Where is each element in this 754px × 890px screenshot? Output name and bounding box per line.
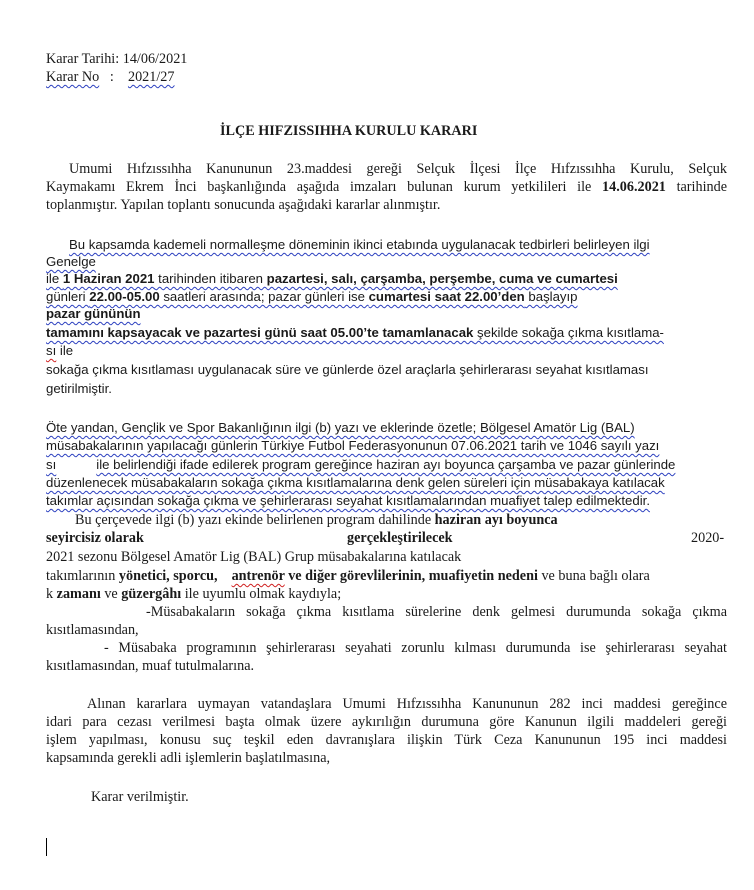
p4-l5-c: ve — [100, 586, 122, 602]
p2-l7-b: ile — [56, 343, 74, 358]
p4-l1-a: Bu çerçevede ilgi (b) yazı ekinde belirlenen program dahilinde — [75, 512, 435, 528]
p4-l2-b: gerçekleştirilecek — [347, 530, 453, 546]
p4-line-2b — [347, 530, 453, 547]
p4-bullet-1-line-2: kısıtlamasından, — [46, 622, 139, 638]
p2-line-6 — [46, 324, 664, 341]
page-title: İLÇE HIFZISSIHHA KURULU KARARI — [220, 123, 478, 139]
p4-bullet-1-line-1: -Müsabakaların sokağa çıkma kısıtlama sürelerine denk gelmesi durumunda sokağa çıkma — [146, 604, 727, 620]
meeting-date: 14.06.2021 — [602, 179, 666, 195]
p2-line-8: sokağa çıkma kısıtlaması uygulanacak süre ve günlerde özel araçlarla şehirlerarası seyahat kısıtlaması — [46, 362, 649, 377]
p4-line-3: 2021 sezonu Bölgesel Amatör Lig (BAL) Grup müsabakalarına katılacak — [46, 549, 462, 565]
p4-l5-a: k — [46, 586, 57, 602]
p2-l4-b: 22.00-05.00 — [89, 289, 160, 304]
p4-l5-b: zamanı — [56, 586, 101, 602]
decision-number-separator: : — [99, 69, 128, 85]
p5-line-3: işlem yapılması, konusu suç teşkil eden davranışlara ilişkin Türk Ceza Kanununun 195 inci maddesi — [46, 732, 727, 748]
closing-statement: Karar verilmiştir. — [91, 789, 189, 805]
p1-line-2-end: tarihinde — [665, 179, 727, 195]
p2-line-1: Bu kapsamda kademeli normalleşme döneminin ikinci etabında uygulanacak tedbirleri belirleyen ilgi — [69, 237, 650, 252]
p4-bullet-2-line-2: kısıtlamasından, muaf tutulmalarına. — [46, 658, 255, 674]
p4-l4-d: ve diğer görevlilerinin, muafiyetin nedeni — [284, 568, 538, 584]
p2-l4-a: günleri — [46, 289, 90, 304]
p4-l4-b: yönetici, sporcu, — [118, 568, 218, 584]
p2-l4-d: cumartesi saat 22.00’den — [368, 289, 525, 304]
p3-l3-a: sı — [46, 457, 57, 472]
p4-line-2a — [46, 530, 144, 547]
p3-line-2: müsabakalarının yapılacağı günlerin Türkiye Futbol Federasyonunun 07.06.2021 tarih ve 1046 sayılı yazı — [46, 438, 660, 453]
decision-number-value: 2021/27 — [127, 69, 175, 85]
p2-line-7 — [46, 342, 73, 359]
p4-line-2c: 2020- — [691, 530, 725, 546]
p2-line-3 — [46, 270, 618, 287]
p2-l7-a: sı — [46, 343, 57, 358]
p4-l4-e: ve buna bağlı olara — [537, 568, 650, 584]
p2-line-2: Genelge — [46, 254, 96, 269]
decision-number — [46, 69, 174, 86]
p3-line-5: takımlar açısından sokağa çıkma ve şehirlerarası seyahat kısıtlamalarından muafiyet talep edilmektedir. — [46, 493, 650, 508]
p3-line-4: düzenlenecek müsabakaların sokağa çıkma kısıtlamalarına denk gelen süreleri için müsabakaya katılacak — [46, 475, 665, 490]
p4-l4-a: takımlarının — [46, 568, 119, 584]
p2-line-9: getirilmiştir. — [46, 381, 112, 396]
p2-line-5 — [46, 305, 141, 322]
p1-line-2-text: Kaymakamı Ekrem İnci başkanlığında aşağıda imzaları bulunan kurum yetkilileri ile — [46, 179, 603, 195]
p1-line-3: toplanmıştır. Yapılan toplantı sonucunda aşağıdaki kararlar alınmıştır. — [46, 197, 441, 213]
decision-date: Karar Tarihi: 14/06/2021 — [46, 51, 188, 67]
p2-l6-a: tamamını kapsayacak ve pazartesi günü saat 05.00’te tamamlanacak — [46, 325, 474, 340]
p5-line-2: idari para cezası verilmesi başta olmak üzere aykırılığın durumuna göre Kanunun ilgili maddeleri gereği — [46, 714, 727, 730]
decision-number-label: Karar No — [46, 69, 100, 85]
p4-bullet-2-line-1: - Müsabaka programının şehirlerarası seyahati zorunlu kılması durumunda ise şehirlerarası seyahat — [104, 640, 727, 656]
p4-l4-c: antrenör — [231, 568, 285, 584]
text-cursor[interactable] — [46, 838, 47, 856]
p4-line-4 — [46, 568, 650, 585]
p2-l6-b: şekilde sokağa çıkma kısıtlama- — [473, 325, 664, 340]
p4-line-5 — [46, 586, 341, 603]
p4-l1-b: haziran ayı boyunca — [434, 512, 558, 528]
p2-l4-c: saatleri arasında; pazar günleri ise — [159, 289, 369, 304]
p2-l5: pazar gününün — [46, 306, 141, 321]
p4-line-1 — [75, 512, 558, 529]
p2-l3-b: 1 Haziran 2021 — [62, 271, 155, 286]
p2-l4-e: başlayıp — [524, 289, 578, 304]
p4-l5-d: güzergâhı — [121, 586, 182, 602]
p5-line-4: kapsamında gerekli adli işlemlerin başlatılmasına, — [46, 750, 331, 766]
p2-line-4 — [46, 288, 578, 305]
p5-line-1: Alınan kararlara uymayan vatandaşlara Umumi Hıfzıssıhha Kanununun 282 inci maddesi gereğince — [87, 696, 727, 712]
p3-l3-b: ile belirlendiği ifade edilerek program gereğince haziran ayı boyunca çarşamba ve pazar günlerinde — [96, 457, 676, 472]
p2-l3-d: pazartesi, salı, çarşamba, perşembe, cuma ve cumartesi — [266, 271, 618, 286]
p1-line-1: Umumi Hıfzıssıhha Kanununun 23.maddesi gereği Selçuk İlçesi İlçe Hıfzıssıhha Kurulu, Selçuk — [69, 161, 727, 177]
p1-line-2 — [46, 179, 727, 196]
p4-l5-e: ile uyumlu olmak kaydıyla; — [181, 586, 342, 602]
p2-l3-c: tarihinden itibaren — [154, 271, 267, 286]
p2-l3-a: ile — [46, 271, 63, 286]
p3-line-1: Öte yandan, Gençlik ve Spor Bakanlığının ilgi (b) yazı ve eklerinde özetle; Bölgesel Amatör Lig (BAL) — [46, 420, 635, 435]
p4-l2-a: seyircisiz olarak — [46, 530, 144, 546]
p3-line-3 — [46, 456, 675, 473]
